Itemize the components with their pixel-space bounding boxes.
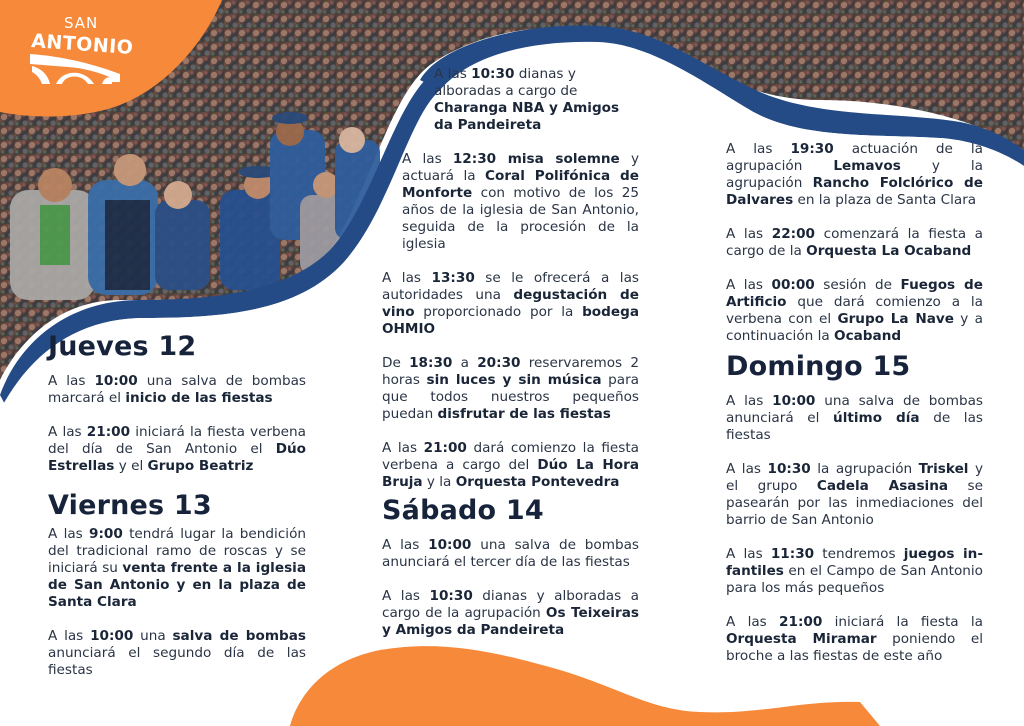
event-item: A las 00:00 sesión de Fuegos de Artificio que dará comienzo a la verbena con el Grupo La Nave y a continuación la Ocaband xyxy=(726,277,983,344)
event-item: A las 10:30 la agrupación Triskel y el grupo Cadela Asasina se pasearán por las inmediaciones del barrio de San Antonio xyxy=(726,461,983,528)
event-item: A las 11:30 tendremos juegos infantiles en el Campo de San Antonio para los más pequeños xyxy=(726,546,983,596)
event-item: A las 12:30 misa solemne y actuará la Coral Polifónica de Monforte con motivo de los 25 años de la iglesia de San Antonio, seguida de la procesión de la iglesia xyxy=(402,151,639,252)
event-item: A las 22:00 comenzará la fiesta a cargo de la Orquesta La Ocaband xyxy=(726,226,983,259)
logo-text-san: SAN xyxy=(64,14,99,32)
day-heading-jueves: Jueves 12 xyxy=(48,331,197,362)
event-item: A las 21:00 dará comienzo la fiesta verbena a cargo del Dúo La Hora Bruja y la Orquesta Pontevedra xyxy=(382,440,639,490)
schedule-column-3 xyxy=(726,141,983,682)
san-antonio-logo xyxy=(26,14,135,94)
schedule-column-2 xyxy=(382,66,639,656)
event-item: A las 10:00 una salva de bombas marcará el inicio de las fiestas xyxy=(48,373,306,406)
event-item: A las 21:00 iniciará la fiesta verbena del día de San Antonio el Dúo Estrellas y el Grupo Beatriz xyxy=(48,424,306,474)
event-item: A las 9:00 tendrá lugar la bendición del tradicional ramo de roscas y se iniciará su venta frente a la iglesia de San Antonio y en la plaza de Santa Clara xyxy=(48,526,306,610)
logo-text-antonio: ANTONIO xyxy=(30,30,135,60)
event-item: A las 21:00 iniciará la fiesta la Orquesta Miramar poniendo el broche a las fiestas de este año xyxy=(726,614,983,664)
bridge-icon xyxy=(28,52,124,86)
event-item: A las 10:00 una salva de bombas anunciará el último día de las fiestas xyxy=(726,393,983,443)
day-heading-domingo: Domingo 15 xyxy=(726,351,911,382)
day-heading-viernes: Viernes 13 xyxy=(48,490,212,521)
event-item: A las 10:30 dianas y alboradas a cargo de Charanga NBA y Amigos da Pandeireta xyxy=(434,66,620,133)
day-heading-sabado: Sábado 14 xyxy=(382,495,544,526)
event-item: A las 13:30 se le ofrecerá a las autoridades una degustación de vino proporcionado por la bodega OHMIO xyxy=(382,270,639,337)
event-item: A las 19:30 actuación de la agrupación Lemavos y la agrupación Rancho Folclórico de Dalvares en la plaza de Santa Clara xyxy=(726,141,983,208)
event-item: A las 10:00 una salva de bombas anunciará el segundo día de las fiestas xyxy=(48,628,306,678)
event-item: A las 10:30 dianas y alboradas a cargo de la agrupación Os Teixeiras y Amigos da Pandeireta xyxy=(382,588,640,638)
schedule-column-1 xyxy=(48,331,306,696)
event-item: De 18:30 a 20:30 reservaremos 2 horas sin luces y sin música para que todos nuestros pequeños puedan disfrutar de las fiestas xyxy=(382,355,640,422)
event-item: A las 10:00 una salva de bombas anunciará el tercer día de las fiestas xyxy=(382,537,639,570)
